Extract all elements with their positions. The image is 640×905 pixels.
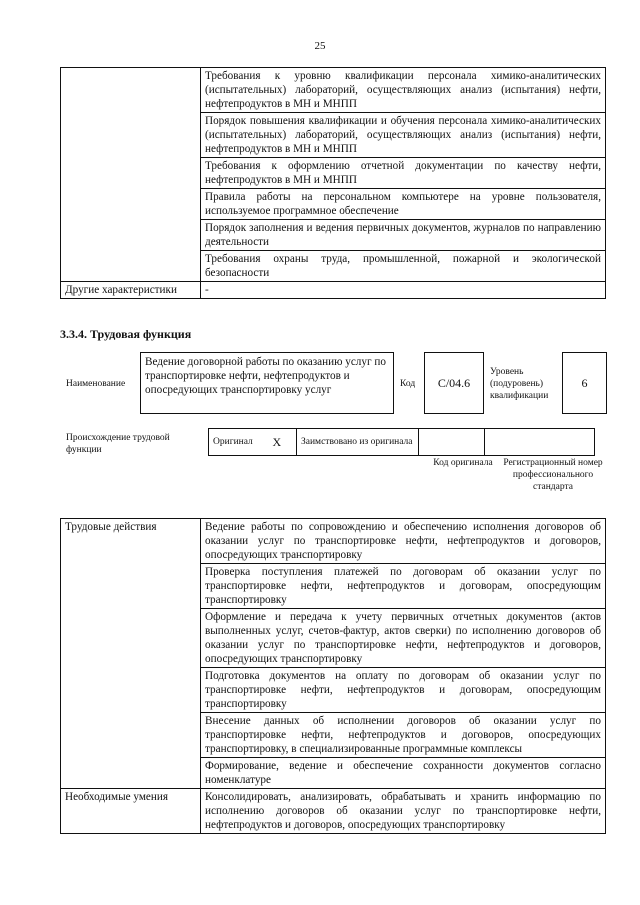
origin-label: Происхождение трудовой функции (66, 433, 170, 455)
label-cell (61, 68, 201, 282)
table-row (61, 282, 606, 299)
labor-actions-table (60, 518, 606, 834)
name-label: Наименование (66, 379, 126, 389)
qualification-level-value: 6 (562, 352, 607, 414)
origin-table (208, 428, 595, 456)
code-label: Код (400, 379, 416, 389)
required-skills-label: Необходимые умения (61, 789, 201, 834)
knowledge-item: Требования к уровню квалификации персонала химико-аналитических (испытательных) лабораторий, осуществляющих анализ (испытания) нефти, нефтепродуктов в МН и МНПП (201, 68, 606, 113)
other-characteristics-label: Другие характеристики (61, 282, 201, 299)
borrowed-label: Заимствовано из оригинала (297, 429, 419, 456)
origin-code-cell (419, 429, 485, 456)
original-mark: X (269, 429, 297, 456)
labor-actions-label: Трудовые действия (61, 519, 201, 789)
other-characteristics-value: - (201, 282, 606, 299)
table-row (61, 68, 606, 113)
labor-action-item: Ведение работы по сопровождению и обеспечению исполнения договоров об оказании услуг по транспортировке нефти, нефтепродуктов и договоров, опосредующих транспортировку (201, 519, 606, 564)
registration-caption: Регистрационный номер профессионального стандарта (503, 458, 603, 492)
table-row (209, 429, 595, 456)
original-label: Оригинал (209, 429, 269, 456)
function-code-value: C/04.6 (424, 352, 484, 414)
code-caption: Код оригинала (433, 458, 493, 468)
function-name-value: Ведение договорной работы по оказанию услуг по транспортировке нефти, нефтепродуктов и опосредующих транспортировку услуг (140, 352, 394, 414)
required-skill-item: Консолидировать, анализировать, обрабатывать и хранить информацию по исполнению договоров об оказании услуг по транспортировке нефти, нефтепродуктов и договоров, опосредующих транспортировку (201, 789, 606, 834)
knowledge-item: Порядок повышения квалификации и обучения персонала химико-аналитических (испытательных) лабораторий, осуществляющих анализ (испытания) нефти, нефтепродуктов в МН и МНПП (201, 113, 606, 158)
labor-action-item: Внесение данных об исполнении договоров об оказании услуг по транспортировке нефти, нефтепродуктов и договоров, опосредующих транспортировку, в специализированные программные комплексы (201, 713, 606, 758)
labor-action-item: Проверка поступления платежей по договорам об оказании услуг по транспортировке нефти, нефтепродуктов и договорам, опосредующим транспортировку (201, 564, 606, 609)
registration-number-cell (485, 429, 595, 456)
labor-action-item: Оформление и передача к учету первичных отчетных документов (актов выполненных услуг, счетов-фактур, актов сверки) по исполнению договоров об оказании услуг по транспортировке нефти, нефтепродуктов и договоров, опосредующих транспортировку (201, 609, 606, 668)
labor-action-item: Подготовка документов на оплату по договорам об оказании услуг по транспортировке нефти, нефтепродуктов и договорам, опосредующим транспортировку (201, 668, 606, 713)
labor-action-item: Формирование, ведение и обеспечение сохранности документов согласно номенклатуре (201, 758, 606, 789)
section-heading: 3.3.4. Трудовая функция (60, 327, 192, 341)
level-label: Уровень (подуровень) квалификации (490, 367, 549, 401)
table-row (61, 789, 606, 834)
knowledge-table (60, 67, 606, 299)
knowledge-item: Требования к оформлению отчетной документации по качеству нефти, нефтепродуктов в МН и МНПП (201, 158, 606, 189)
table-row (61, 519, 606, 564)
knowledge-item: Требования охраны труда, промышленной, пожарной и экологической безопасности (201, 251, 606, 282)
knowledge-item: Порядок заполнения и ведения первичных документов, журналов по направлению деятельности (201, 220, 606, 251)
page-number: 25 (314, 40, 326, 52)
knowledge-item: Правила работы на персональном компьютере на уровне пользователя, используемое программное обеспечение (201, 189, 606, 220)
